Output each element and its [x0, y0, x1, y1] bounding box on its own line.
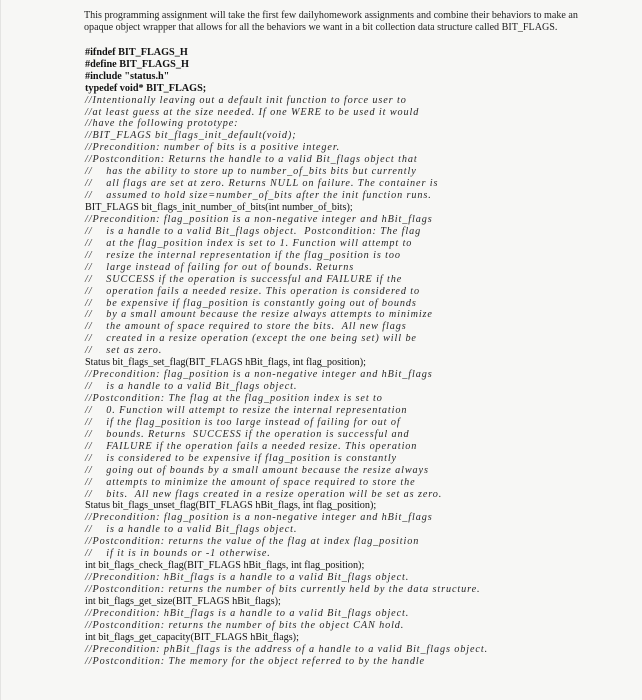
code-line: Status bit_flags_unset_flag(BIT_FLAGS hBit_flags, int flag_position); [85, 500, 377, 512]
comment-line: //BIT_FLAGS bit_flags_init_default(void); [85, 130, 297, 142]
directive-line: #ifndef BIT_FLAGS_H [85, 46, 188, 58]
comment-line: //have the following prototype: [85, 118, 239, 130]
code-line: BIT_FLAGS bit_flags_init_number_of_bits(int number_of_bits); [85, 202, 353, 213]
comment-line: // resize the internal representation if the flag_position is too [85, 249, 401, 261]
code-listing [85, 47, 588, 668]
comment-line: // if the flag_position is too large instead of failing for out of [85, 416, 401, 428]
code-line: int bit_flags_get_capacity(BIT_FLAGS hBit_flags); [85, 631, 299, 643]
comment-line: //Postcondition: returns the number of bits the object CAN hold. [85, 619, 405, 631]
comment-line: //Postcondition: Returns the handle to a valid Bit_flags object that [85, 154, 418, 166]
comment-line: // attempts to minimize the amount of space required to store the [85, 476, 416, 488]
comment-line: //Precondition: flag_position is a non-negative integer and hBit_flags [85, 512, 433, 524]
comment-line: // has the ability to store up to number_of_bits bits but currently [85, 166, 417, 178]
directive-line: #include "status.h" [85, 70, 170, 82]
comment-line: // if it is in bounds or -1 otherwise. [85, 548, 271, 560]
comment-line: // set as zero. [85, 345, 163, 357]
comment-line: // the amount of space required to store the bits. All new flags [85, 321, 407, 333]
comment-line: // is a handle to a valid Bit_flags object. [85, 381, 298, 393]
comment-line: // FAILURE if the operation fails a needed resize. This operation [85, 440, 418, 452]
comment-line: //Precondition: hBit_flags is a handle to a valid Bit_flags object. [85, 607, 410, 619]
comment-line: // going out of bounds by a small amount because the resize always [85, 464, 429, 476]
comment-line: //Precondition: hBit_flags is a handle to a valid Bit_flags object. [85, 572, 410, 584]
comment-line: //Intentionally leaving out a default init function to force user to [85, 94, 407, 106]
comment-line: // be expensive if flag_position is constantly going out of bounds [85, 297, 417, 309]
code-line: int bit_flags_check_flag(BIT_FLAGS hBit_flags, int flag_position); [85, 560, 365, 572]
comment-line: // 0. Function will attempt to resize the internal representation [85, 404, 408, 416]
comment-line: //Precondition: flag_position is a non-negative integer and hBit_flags [85, 369, 433, 381]
intro-paragraph: This programming assignment will take the first few dailyhomework assignments and combine their behaviors to make an opaque object wrapper that allows for all the behaviors we want in a bit collection data structure called BIT_FLAGS. [84, 10, 578, 34]
comment-line: //Postcondition: returns the value of the flag at index flag_position [85, 536, 420, 548]
comment-line: // all flags are set at zero. Returns NULL on failure. The container is [85, 178, 439, 190]
comment-line: // SUCCESS if the operation is successful and FAILURE if the [85, 273, 403, 285]
comment-line: // large instead of failing for out of bounds. Returns [85, 261, 355, 273]
comment-line: // is a handle to a valid Bit_flags object. Postcondition: The flag [85, 225, 422, 237]
comment-line: //Precondition: flag_position is a non-negative integer and hBit_flags [85, 213, 433, 225]
comment-line: //Postcondition: The flag at the flag_position index is set to [85, 393, 383, 404]
comment-line: // assumed to hold size=number_of_bits after the init function runs. [85, 190, 432, 202]
comment-line: //Postcondition: returns the number of bits currently held by the data structure. [85, 584, 481, 595]
comment-line: // by a small amount because the resize always attempts to minimize [85, 309, 433, 321]
comment-line: // bounds. Returns SUCCESS if the operation is successful and [85, 428, 410, 440]
comment-line: // is considered to be expensive if flag_position is constantly [85, 452, 397, 464]
code-line: Status bit_flags_set_flag(BIT_FLAGS hBit_flags, int flag_position); [85, 357, 366, 369]
comment-line: // at the flag_position index is set to 1. Function will attempt to [85, 237, 413, 249]
directive-line: typedef void* BIT_FLAGS; [85, 82, 207, 94]
code-line: int bit_flags_get_size(BIT_FLAGS hBit_flags); [85, 595, 281, 607]
comment-line: //Precondition: number of bits is a positive integer. [85, 142, 341, 154]
comment-line: //at least guess at the size needed. If one WERE to be used it would [85, 106, 420, 118]
comment-line: // bits. All new flags created in a resize operation will be set as zero. [85, 488, 443, 500]
comment-line: // is a handle to a valid Bit_flags object. [85, 524, 298, 536]
comment-line: //Postcondition: The memory for the object referred to by the handle [85, 655, 425, 667]
comment-line: // created in a resize operation (except the one being set) will be [85, 333, 417, 345]
comment-line: //Precondition: phBit_flags is the address of a handle to a valid Bit_flags object. [85, 643, 489, 655]
directive-line: #define BIT_FLAGS_H [85, 58, 189, 70]
comment-line: // operation fails a needed resize. This operation is considered to [85, 285, 421, 297]
